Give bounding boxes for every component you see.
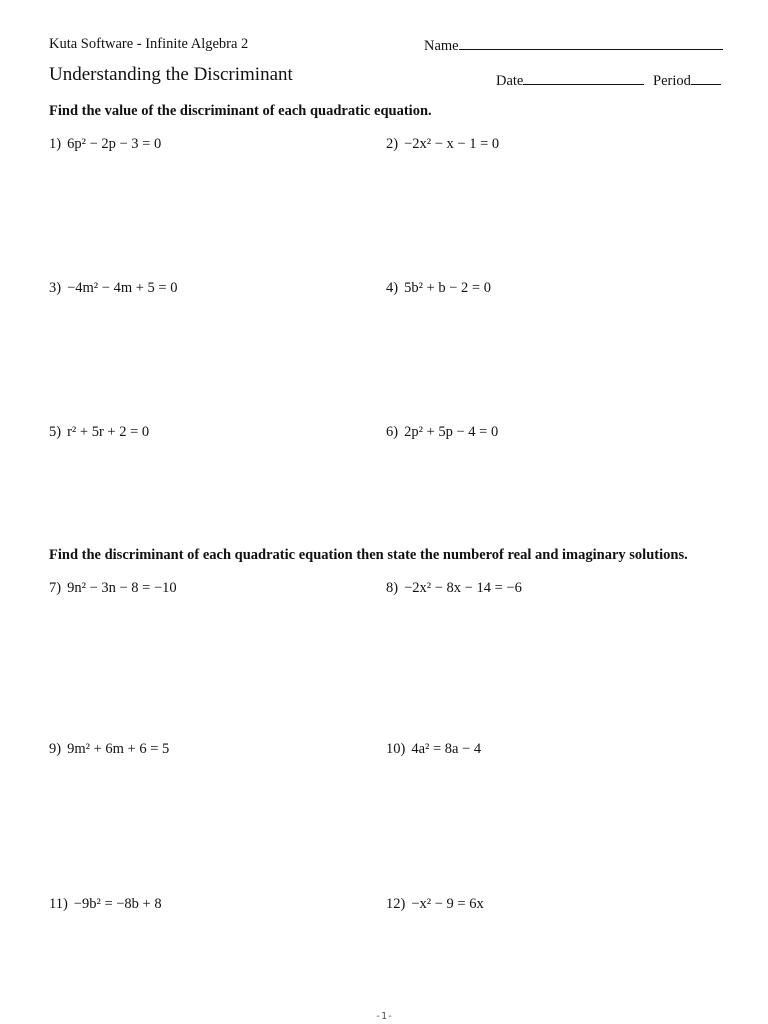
problem-equation: 9n² − 3n − 8 = −10 xyxy=(67,580,177,596)
problem-equation: r² + 5r + 2 = 0 xyxy=(67,424,150,440)
section-2-instruction: Find the discriminant of each quadratic equation then state the numberof real and imaginary solutions. xyxy=(49,547,688,563)
problem-item xyxy=(386,136,499,153)
date-blank-line xyxy=(523,71,644,85)
name-field xyxy=(424,36,723,55)
problem-equation: −2x² − x − 1 = 0 xyxy=(404,136,500,152)
section-1-instruction: Find the value of the discriminant of each quadratic equation. xyxy=(49,103,432,119)
problem-equation: 9m² + 6m + 6 = 5 xyxy=(67,741,170,757)
problem-number: 1) xyxy=(49,136,62,152)
problem-item xyxy=(49,741,169,758)
problem-equation: −x² − 9 = 6x xyxy=(411,896,484,912)
page-number: -1- xyxy=(374,1011,394,1022)
date-label: Date xyxy=(496,73,524,89)
problem-item xyxy=(386,424,498,441)
problem-number: 10) xyxy=(386,741,406,757)
problem-equation: 4a² = 8a − 4 xyxy=(411,741,482,757)
worksheet-title: Understanding the Discriminant xyxy=(49,64,293,85)
name-label: Name xyxy=(424,38,459,54)
publisher-text: Kuta Software - Infinite Algebra 2 xyxy=(49,36,249,52)
problem-number: 6) xyxy=(386,424,399,440)
problem-item xyxy=(49,424,149,441)
problem-number: 9) xyxy=(49,741,62,757)
period-field xyxy=(653,71,721,90)
name-blank-line xyxy=(459,36,723,50)
problem-number: 5) xyxy=(49,424,62,440)
problem-item xyxy=(386,580,522,597)
period-blank-line xyxy=(691,71,721,85)
period-label: Period xyxy=(653,73,691,89)
problem-number: 4) xyxy=(386,280,399,296)
problem-item xyxy=(49,280,177,297)
problem-equation: 2p² + 5p − 4 = 0 xyxy=(404,424,499,440)
problem-item xyxy=(386,896,484,913)
problem-equation: −4m² − 4m + 5 = 0 xyxy=(67,280,178,296)
problem-number: 8) xyxy=(386,580,399,596)
problem-number: 2) xyxy=(386,136,399,152)
problem-item xyxy=(49,580,177,597)
problem-item xyxy=(49,136,161,153)
problem-number: 12) xyxy=(386,896,406,912)
problem-number: 11) xyxy=(49,896,68,912)
problem-equation: −9b² = −8b + 8 xyxy=(73,896,162,912)
problem-item xyxy=(386,280,491,297)
date-field xyxy=(496,71,644,90)
problem-equation: −2x² − 8x − 14 = −6 xyxy=(404,580,522,596)
problem-item xyxy=(49,896,162,913)
problem-equation: 5b² + b − 2 = 0 xyxy=(404,280,491,296)
problem-item xyxy=(386,741,481,758)
problem-number: 3) xyxy=(49,280,62,296)
problem-equation: 6p² − 2p − 3 = 0 xyxy=(67,136,162,152)
problem-number: 7) xyxy=(49,580,62,596)
